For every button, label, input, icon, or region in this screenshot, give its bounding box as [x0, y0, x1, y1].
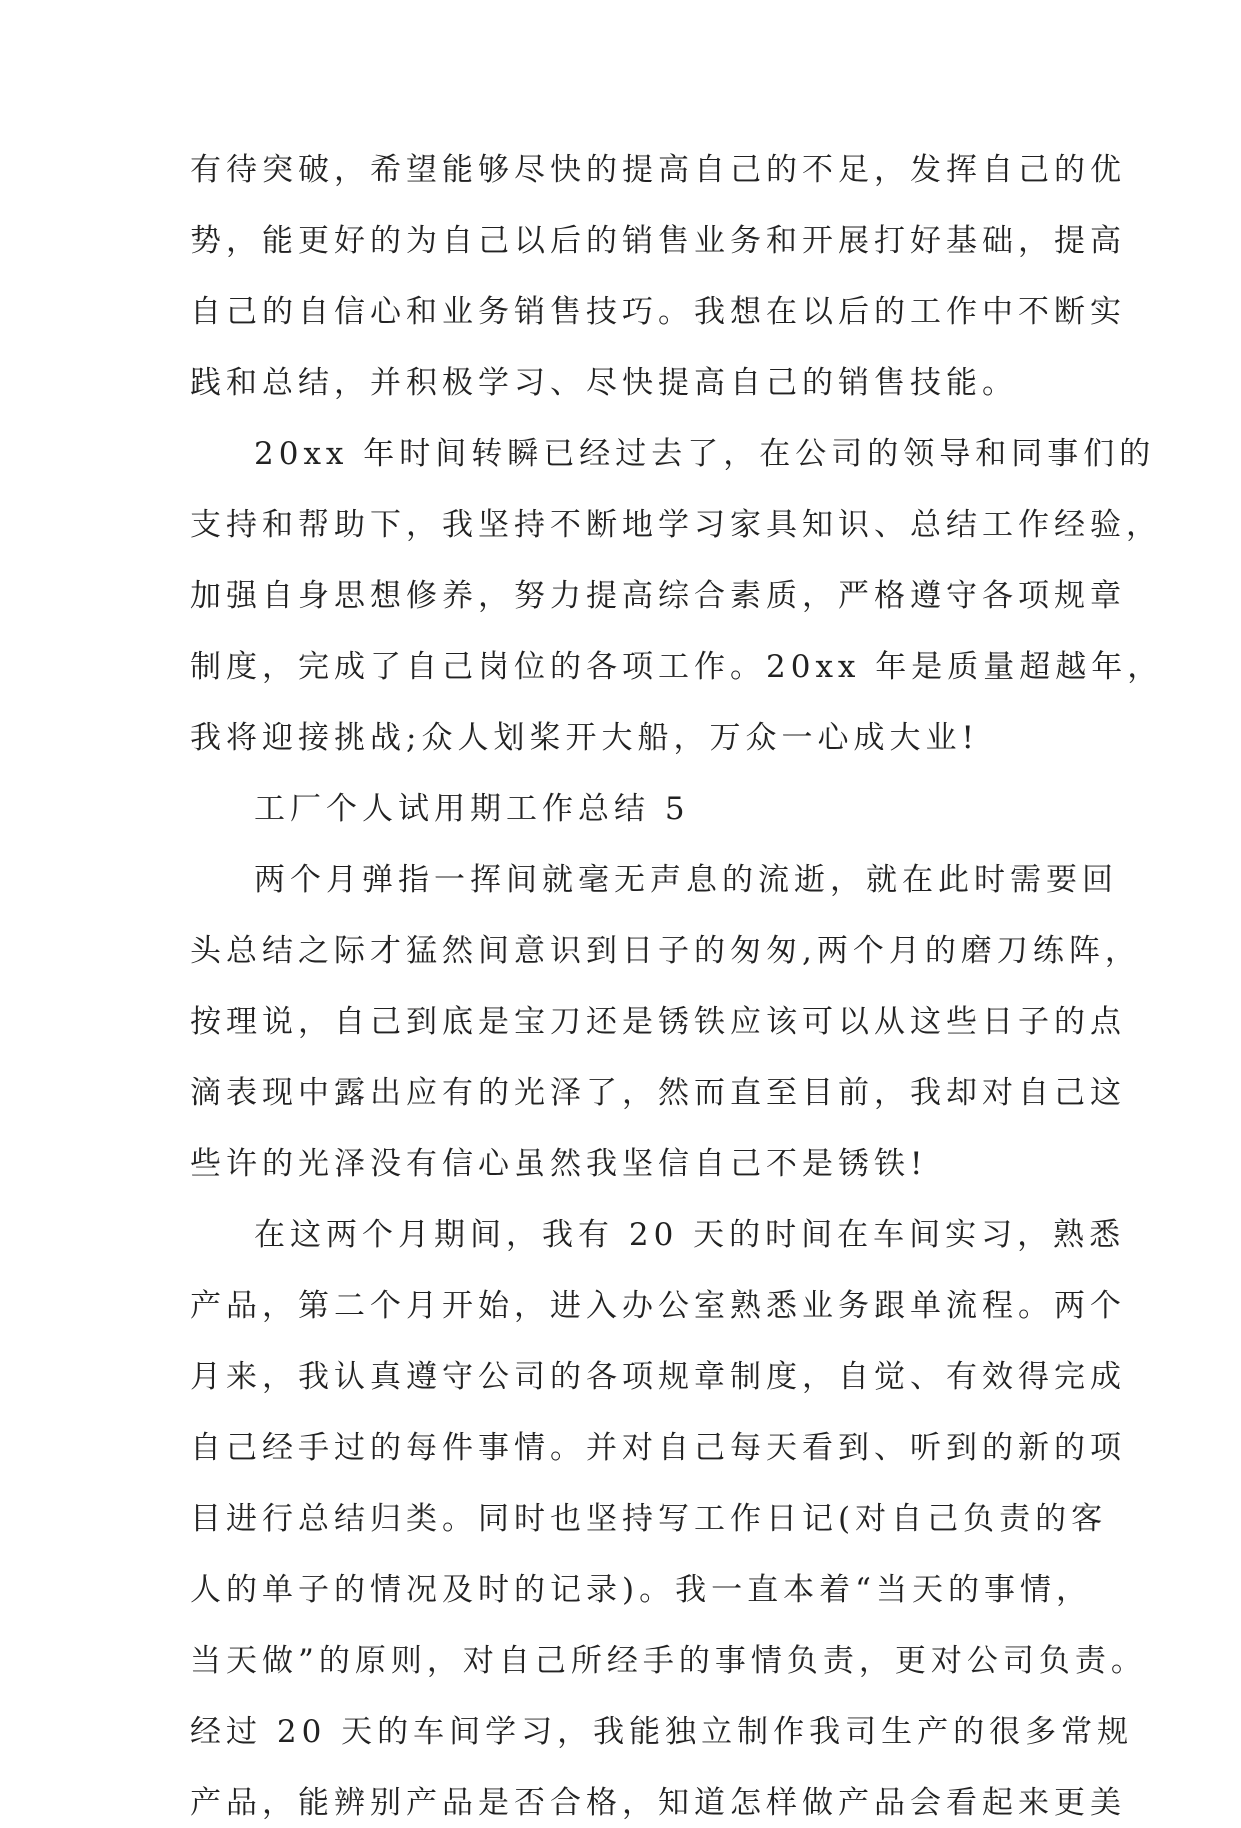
paragraph-line-20: 目进行总结归类。同时也坚持写工作日记(对自己负责的客 — [190, 1501, 1108, 1537]
paragraph-line-9: 我将迎接挑战;众人划桨开大船，万众一心成大业! — [190, 720, 979, 756]
paragraph-line-13: 按理说，自己到底是宝刀还是锈铁应该可以从这些日子的点 — [190, 1004, 1126, 1040]
paragraph-line-15: 些许的光泽没有信心虽然我坚信自己不是锈铁! — [190, 1146, 928, 1182]
paragraph-line-2: 势，能更好的为自己以后的销售业务和开展打好基础，提高 — [190, 223, 1126, 259]
paragraph-line-12: 头总结之际才猛然间意识到日子的匆匆,两个月的磨刀练阵， — [190, 933, 1141, 969]
paragraph-line-17: 产品，第二个月开始，进入办公室熟悉业务跟单流程。两个 — [190, 1288, 1126, 1324]
paragraph-line-5: 20xx 年时间转瞬已经过去了，在公司的领导和同事们的 — [254, 436, 1156, 472]
paragraph-line-3: 自己的自信心和业务销售技巧。我想在以后的工作中不断实 — [190, 294, 1126, 330]
paragraph-line-6: 支持和帮助下，我坚持不断地学习家具知识、总结工作经验， — [190, 507, 1162, 543]
paragraph-line-24: 产品，能辨别产品是否合格，知道怎样做产品会看起来更美 — [190, 1785, 1126, 1821]
paragraph-line-19: 自己经手过的每件事情。并对自己每天看到、听到的新的项 — [190, 1430, 1126, 1466]
paragraph-line-1: 有待突破，希望能够尽快的提高自己的不足，发挥自己的优 — [190, 152, 1126, 188]
paragraph-line-4: 践和总结，并积极学习、尽快提高自己的销售技能。 — [190, 365, 1018, 401]
paragraph-line-23: 经过 20 天的车间学习，我能独立制作我司生产的很多常规 — [190, 1714, 1134, 1750]
paragraph-line-8: 制度，完成了自己岗位的各项工作。20xx 年是质量超越年， — [190, 649, 1164, 685]
paragraph-line-16: 在这两个月期间，我有 20 天的时间在车间实习，熟悉 — [254, 1217, 1126, 1253]
section-title: 工厂个人试用期工作总结 5 — [254, 791, 690, 827]
paragraph-line-7: 加强自身思想修养，努力提高综合素质，严格遵守各项规章 — [190, 578, 1126, 614]
paragraph-line-18: 月来，我认真遵守公司的各项规章制度，自觉、有效得完成 — [190, 1359, 1126, 1395]
paragraph-line-14: 滴表现中露出应有的光泽了，然而直至目前，我却对自己这 — [190, 1075, 1126, 1111]
paragraph-line-21: 人的单子的情况及时的记录)。我一直本着“当天的事情， — [190, 1572, 1092, 1608]
paragraph-line-22: 当天做”的原则，对自己所经手的事情负责，更对公司负责。 — [190, 1643, 1147, 1679]
paragraph-line-11: 两个月弹指一挥间就毫无声息的流逝，就在此时需要回 — [254, 862, 1118, 898]
